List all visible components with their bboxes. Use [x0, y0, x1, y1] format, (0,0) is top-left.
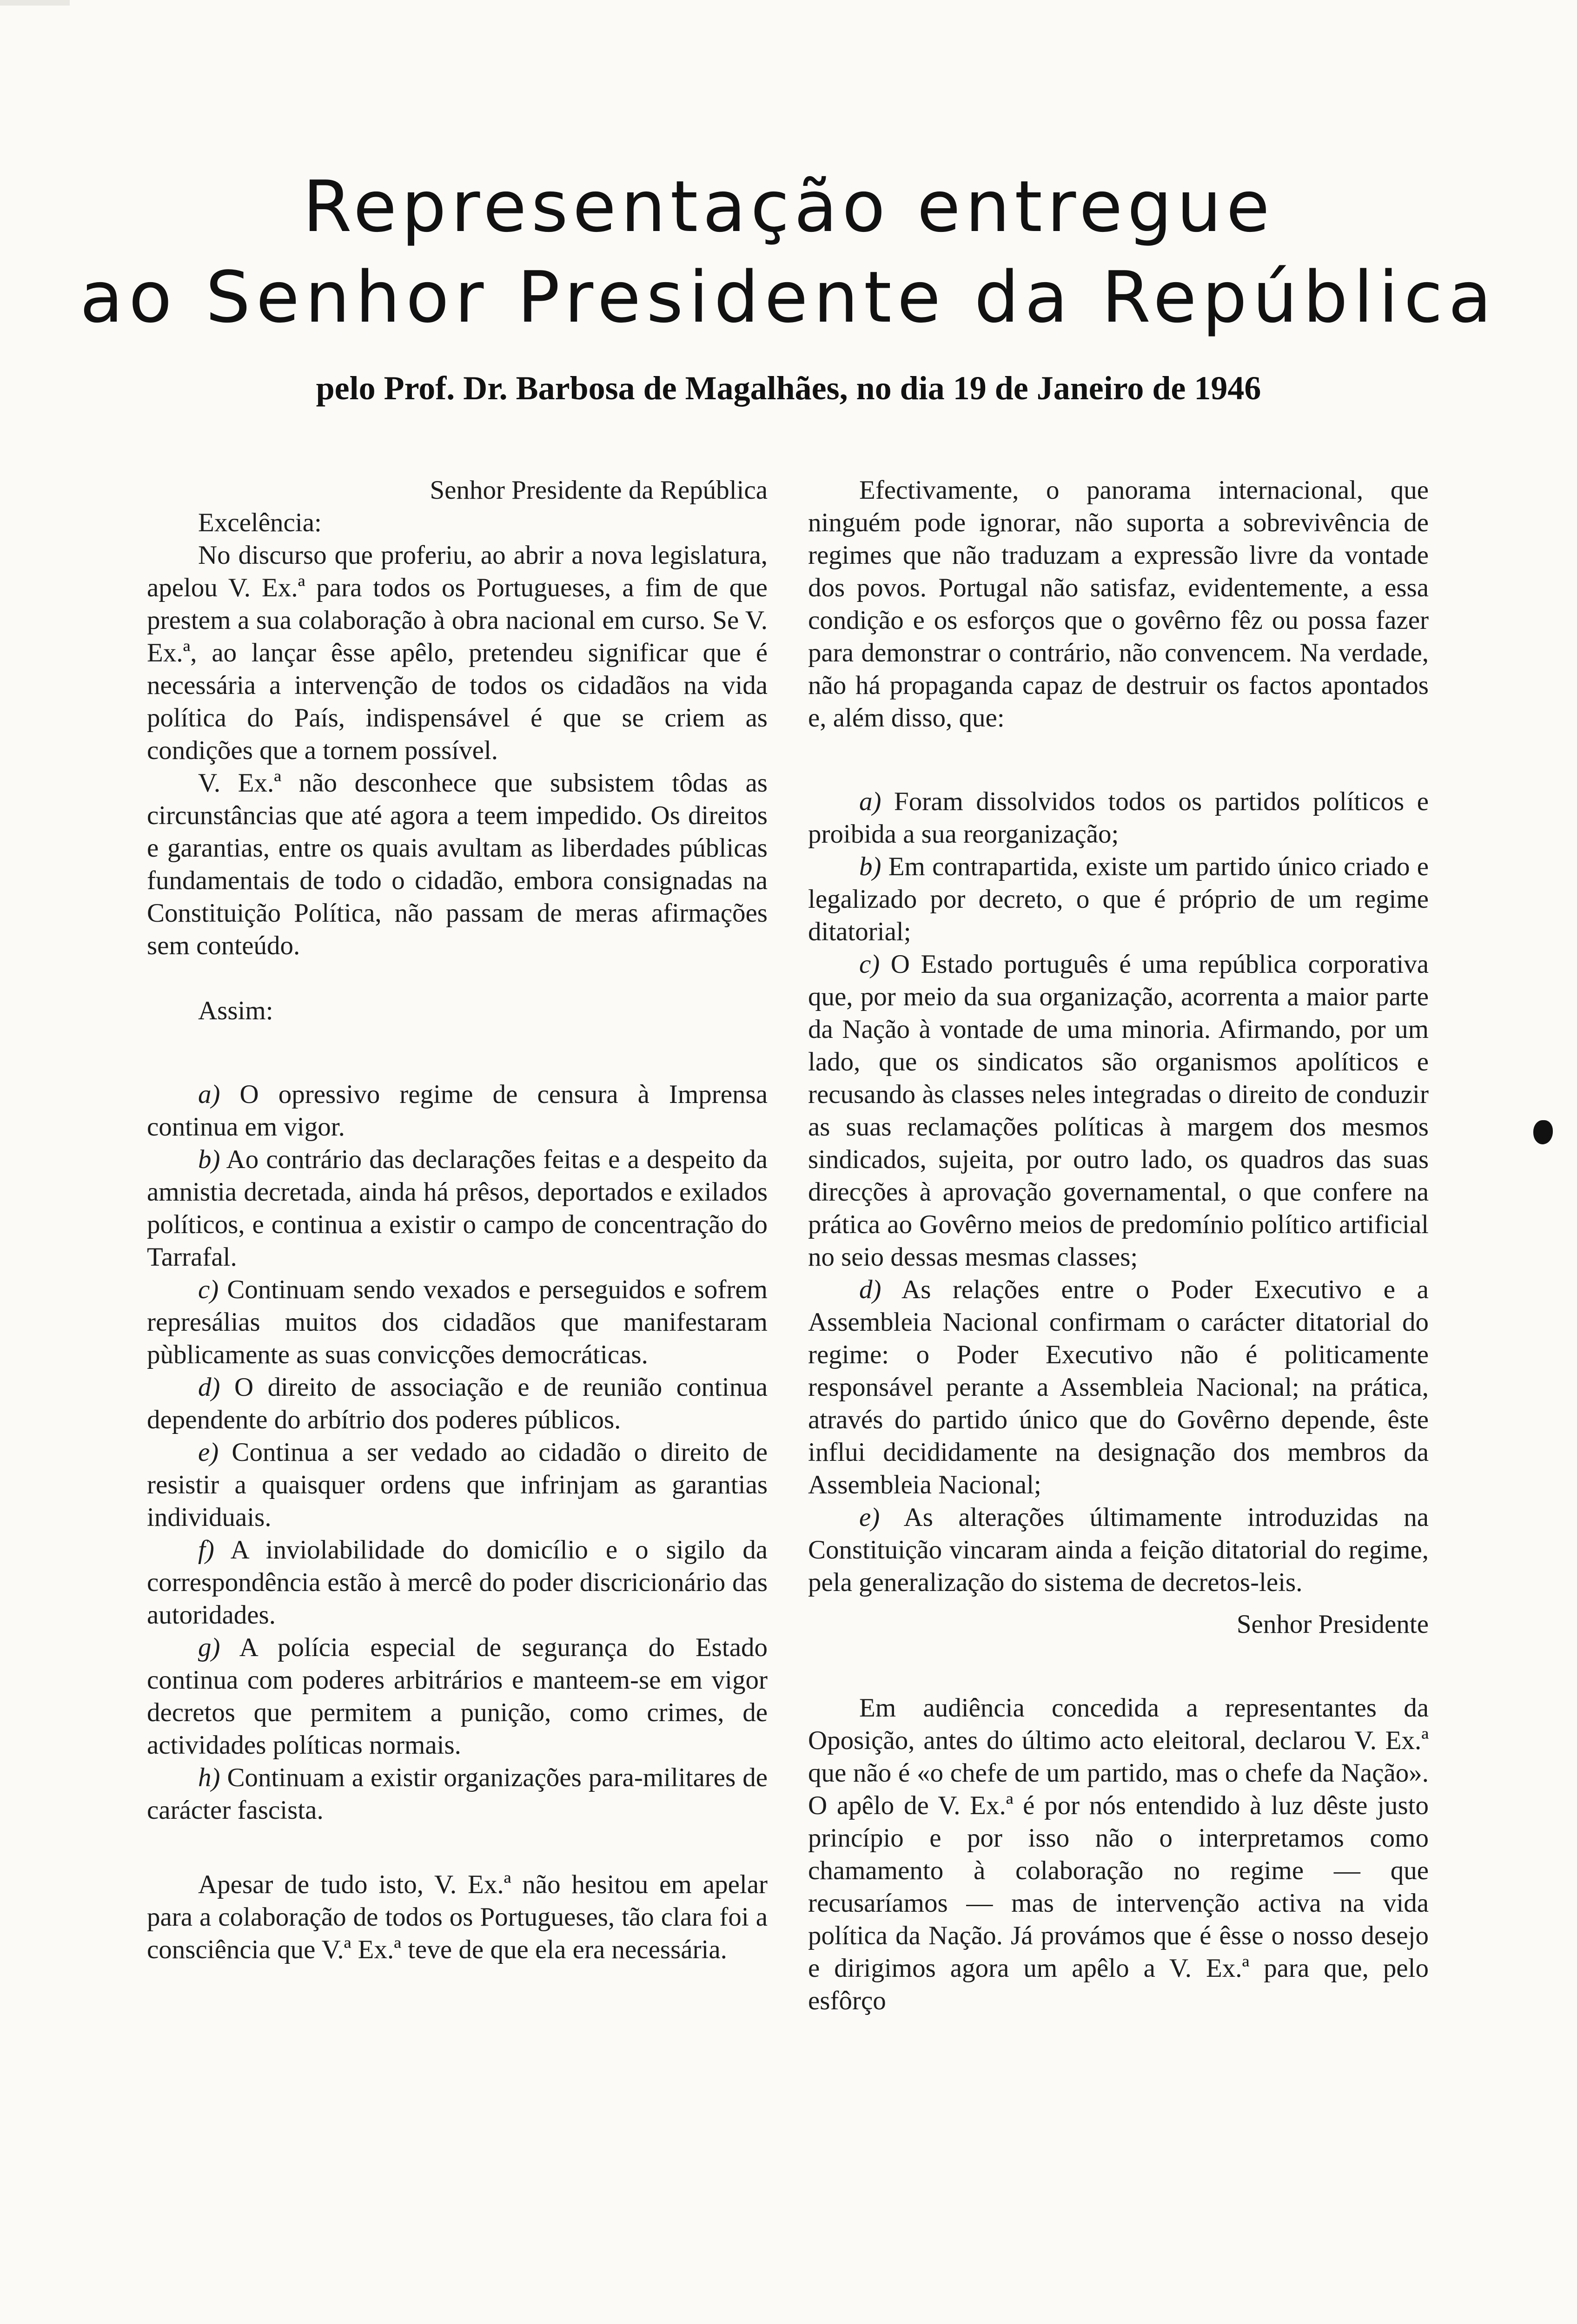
paragraph: V. Ex.ª não desconhece que subsistem tôdas as circunstâncias que até agora a teem impedido. Os direitos e garantias, entre os quais avultam as liberdades públicas fundamentais de todo o cidadão, embora consignadas na Constituição Política, não passam de meras afirmações sem conteúdo. [147, 768, 768, 960]
item-text: Continua a ser vedado ao cidadão o direito de resistir a quaisquer ordens que infrinjam as garantias individuais. [147, 1438, 768, 1532]
item-text: As alterações últimamente introduzidas na Constituição vincaram ainda a feição ditatorial do regime, pela generalização do sistema de decretos-leis. [808, 1503, 1429, 1597]
item-text: O Estado português é uma república corporativa que, por meio da sua organização, acorrenta a maior parte da Nação à vontade de uma minoria. Afirmando, por um lado, que os sindicatos são organismos apolíticos e recusando às classes neles integradas o direito de conduzir as suas reclamações políticas à margem dos mesmos sindicados, sujeita, por outro lado, os quadros das suas direcções à aprovação governamental, o que confere na prática ao Govêrno meios de predomínio político artificial no seio dessas mesmas classes; [808, 950, 1429, 1272]
list-item-a [808, 786, 1429, 851]
greeting: Excelência: [198, 508, 322, 537]
item-label: c) [859, 950, 880, 979]
ink-blot [1533, 1120, 1553, 1144]
item-label: e) [859, 1503, 880, 1532]
list-item-e [808, 1501, 1429, 1599]
assim-label: Assim: [198, 996, 273, 1025]
item-label: a) [198, 1080, 220, 1109]
paragraph: No discurso que proferiu, ao abrir a nova legislatura, apelou V. Ex.ª para todos os Portugueses, a fim de que prestem a sua colaboração à obra nacional em curso. Se V. Ex.ª, ao lançar êsse apêlo, pretendeu significar que é necessária a intervenção de todos os cidadãos na vida política do País, indispensável é que se criem as condições que a tornem possível. [147, 541, 768, 765]
item-text: Em contrapartida, existe um partido único criado e legalizado por decreto, o que é próprio de um regime ditatorial; [808, 852, 1429, 946]
title-line-2: ao Senhor Presidente da República [80, 256, 1497, 338]
item-text: O opressivo regime de censura à Imprensa continua em vigor. [147, 1080, 768, 1142]
list-item-b [808, 851, 1429, 948]
final-paragraph: Em audiência concedida a representantes da Oposição, antes do último acto eleitoral, declarou V. Ex.ª que não é «o chefe de um partido, mas o chefe da Nação». O apêlo de V. Ex.ª é por nós entendido à luz dêste justo princípio e por isso não o interpretamos como chamamento à colaboração no regime — que recusaríamos — mas de intervenção activa na vida política da Nação. Já provámos que é êsse o nosso desejo e dirigimos agora um apêlo a V. Ex.ª para que, pelo esfôrço [808, 1693, 1429, 2015]
item-label: f) [198, 1535, 214, 1565]
list-item-f [147, 1534, 768, 1631]
item-text: A polícia especial de segurança do Estado continua com poderes arbitrários e manteem-se em vigor decretos que permitem a punição, como crimes, de actividades políticas normais. [147, 1633, 768, 1760]
item-label: b) [859, 852, 881, 881]
list-item-e [147, 1436, 768, 1534]
left-column [147, 474, 768, 1966]
item-text: Continuam a existir organizações para-militares de carácter fascista. [147, 1763, 768, 1825]
salutation: Senhor Presidente da República [430, 475, 768, 505]
item-label: g) [198, 1633, 220, 1662]
list-item-b [147, 1143, 768, 1274]
closing-paragraph: Apesar de tudo isto, V. Ex.ª não hesitou em apelar para a colaboração de todos os Portugueses, tão clara foi a consciência que V.ª Ex.ª teve de que ela era necessária. [147, 1870, 768, 1964]
item-text: Continuam sendo vexados e perseguidos e sofrem represálias muitos dos cidadãos que manifestaram pùblicamente as suas convicções democráticas. [147, 1275, 768, 1369]
item-text: Foram dissolvidos todos os partidos políticos e proibida a sua reorganização; [808, 787, 1429, 849]
item-text: As relações entre o Poder Executivo e a Assembleia Nacional confirmam o carácter ditatorial do regime: o Poder Executivo não é politicamente responsável perante a Assembleia Nacional; na prática, através do partido único que do Govêrno depende, êste influi decididamente na designação dos membros da Assembleia Nacional; [808, 1275, 1429, 1499]
item-text: Ao contrário das declarações feitas e a despeito da amnistia decretada, ainda há prêsos, deportados e exilados políticos, e continua a existir o campo de concentração do Tarrafal. [147, 1145, 768, 1272]
item-label: h) [198, 1763, 220, 1792]
item-label: e) [198, 1438, 219, 1467]
list-item-h [147, 1762, 768, 1827]
item-text: A inviolabilidade do domicílio e o sigilo da correspondência estão à mercê do poder discricionário das autoridades. [147, 1535, 768, 1630]
list-item-c [147, 1274, 768, 1371]
item-label: d) [859, 1275, 881, 1304]
item-text: O direito de associação e de reunião continua dependente do arbítrio dos poderes públicos. [147, 1373, 768, 1434]
right-column [808, 474, 1429, 2017]
list-item-c [808, 948, 1429, 1274]
item-label: a) [859, 787, 881, 816]
list-item-g [147, 1631, 768, 1762]
intro-paragraph: Efectivamente, o panorama internacional, que ninguém pode ignorar, não suporta a sobrevivência de regimes que não traduzam a expressão livre da vontade dos povos. Portugal não satisfaz, evidentemente, a essa condição e os esforços que o govêrno fêz ou possa fazer para demonstrar o contrário, não convencem. Na verdade, não há propaganda capaz de destruir os factos apontados e, além disso, que: [808, 475, 1429, 733]
item-label: c) [198, 1275, 219, 1304]
title-line-1: Representação entregue [303, 165, 1274, 248]
list-item-d [808, 1274, 1429, 1501]
item-label: b) [198, 1145, 220, 1174]
list-item-d [147, 1371, 768, 1436]
list-item-a [147, 1078, 768, 1143]
salutation-right: Senhor Presidente [1236, 1610, 1429, 1639]
item-label: d) [198, 1373, 220, 1402]
scan-artifact [0, 0, 70, 6]
subtitle: pelo Prof. Dr. Barbosa de Magalhães, no dia 19 de Janeiro de 1946 [316, 370, 1261, 407]
